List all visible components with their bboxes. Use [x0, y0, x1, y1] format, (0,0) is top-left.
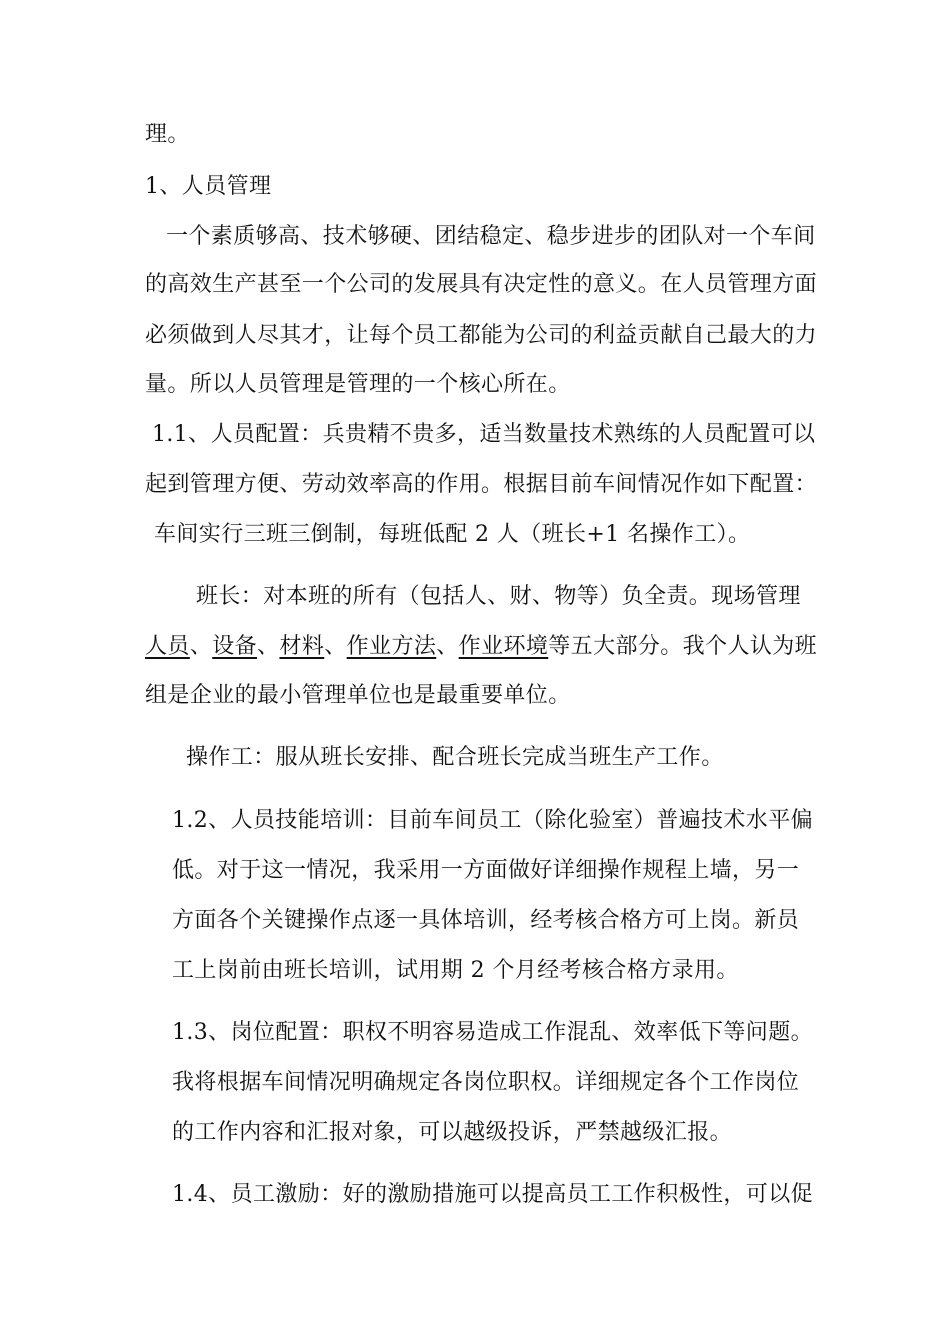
text-line: 起到管理方便、劳动效率高的作用。根据目前车间情况作如下配置：: [145, 472, 818, 497]
text-line: 车间实行三班三倒制，每班低配 2 人（班长+1 名操作工）。: [154, 522, 751, 547]
text-line: 一个素质够高、技术够硬、团结稳定、稳步进步的团队对一个车间: [166, 224, 816, 249]
text-line: 理。: [145, 122, 190, 147]
text-line: 我将根据车间情况明确规定各岗位职权。详细规定各个工作岗位: [172, 1070, 800, 1095]
separator: 、: [436, 634, 459, 659]
text-line: 的工作内容和汇报对象，可以越级投诉，严禁越级汇报。: [172, 1120, 733, 1145]
underlined-term: 作业环境: [458, 634, 549, 659]
subsection-heading: 1.1、人员配置：兵贵精不贵多，适当数量技术熟练的人员配置可以: [152, 422, 816, 447]
text-line: 方面各个关键操作点逐一具体培训，经考核合格方可上岗。新员: [172, 908, 800, 933]
text-line: 工上岗前由班长培训，试用期 2 个月经考核合格方录用。: [172, 958, 739, 983]
underlined-term: 作业方法: [346, 634, 437, 659]
text-line-underlined: [145, 632, 818, 662]
separator: 、: [257, 634, 280, 659]
text-line: 的高效生产甚至一个公司的发展具有决定性的意义。在人员管理方面: [145, 272, 818, 297]
separator: 、: [324, 634, 347, 659]
subsection-heading: 1.2、人员技能培训：目前车间员工（除化验室）普遍技术水平偏: [172, 808, 813, 833]
underlined-term: 材料: [279, 634, 325, 659]
subsection-heading: 1.4、员工激励：好的激励措施可以提高员工工作积极性，可以促: [172, 1182, 813, 1207]
line-tail: 等五大部分。我个人认为班: [548, 634, 818, 659]
text-line: 组是企业的最小管理单位也是最重要单位。: [145, 683, 571, 708]
section-heading: 1、人员管理: [145, 174, 272, 199]
text-line: 操作工：服从班长安排、配合班长完成当班生产工作。: [186, 745, 724, 770]
separator: 、: [189, 634, 213, 659]
text-line: 班长：对本班的所有（包括人、财、物等）负全责。现场管理: [196, 584, 801, 609]
subsection-heading: 1.3、岗位配置：职权不明容易造成工作混乱、效率低下等问题。: [172, 1020, 813, 1045]
text-line: 必须做到人尽其才，让每个员工都能为公司的利益贡献自己最大的力: [145, 323, 818, 348]
text-line: 量。所以人员管理是管理的一个核心所在。: [145, 372, 571, 397]
underlined-term: 设备: [212, 634, 258, 659]
text-line: 低。对于这一情况，我采用一方面做好详细操作规程上墙，另一: [172, 858, 800, 883]
underlined-term: 人员: [145, 634, 190, 659]
